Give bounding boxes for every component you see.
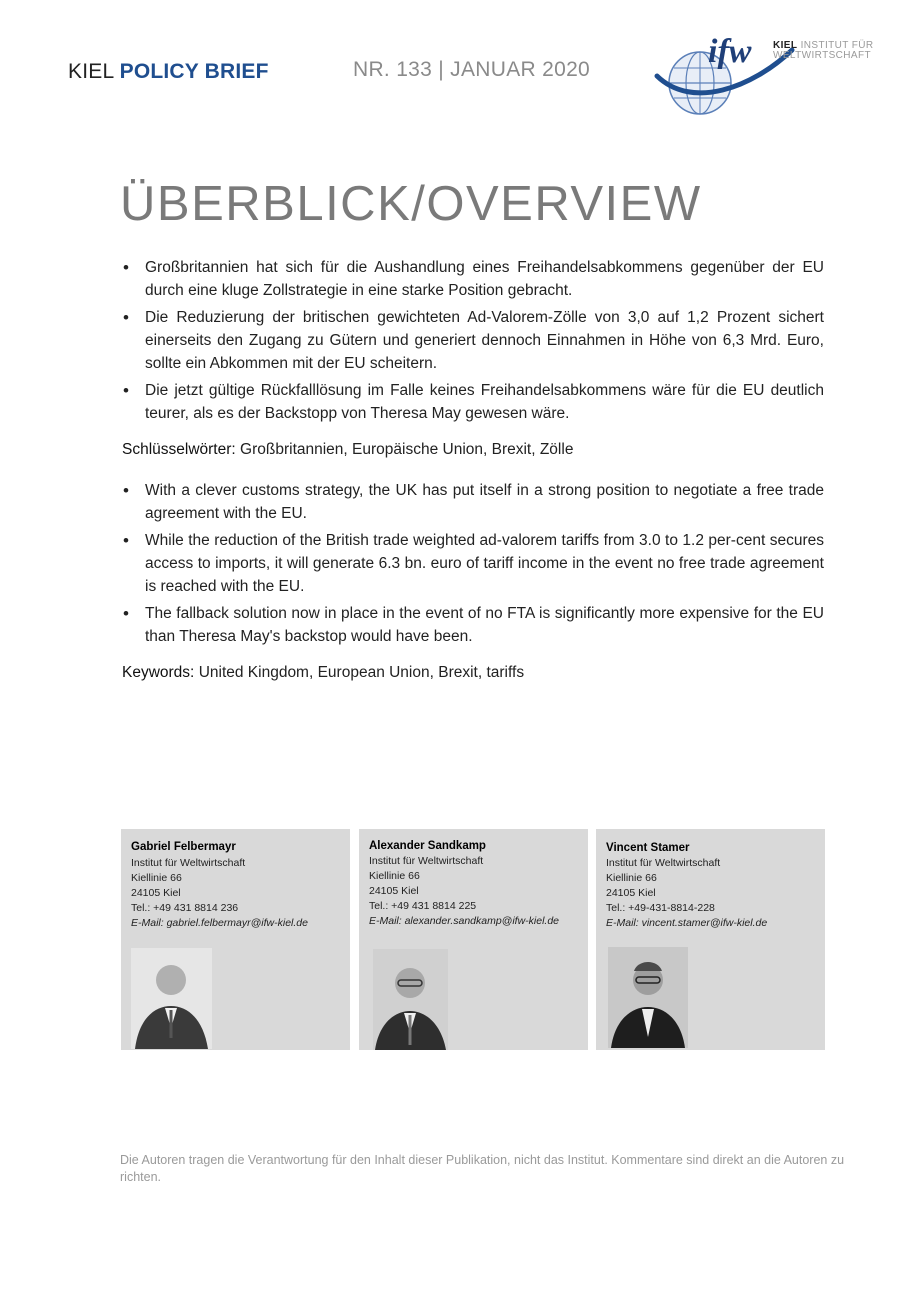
list-item: • Großbritannien hat sich für die Aushandlung eines Freihandelsabkommens gegenüber der EU durch eine kluge Zollstrategie in eine starke Position gebracht. bbox=[122, 256, 824, 302]
keywords-text: Großbritannien, Europäische Union, Brexit, Zölle bbox=[240, 441, 574, 458]
author-institute: Institut für Weltwirtschaft bbox=[369, 855, 484, 867]
author-name: Gabriel Felbermayr bbox=[131, 841, 236, 853]
author-institute: Institut für Weltwirtschaft bbox=[606, 857, 721, 869]
author-phone: Tel.: +49 431 8814 236 bbox=[131, 902, 239, 914]
author-phone: Tel.: +49 431 8814 225 bbox=[369, 900, 477, 912]
list-item: • Die Reduzierung der britischen gewichteten Ad-Valorem-Zölle von 3,0 auf 1,2 Prozent sichert einerseits den Zugang zu Gütern und generiert dennoch Einnahmen in Höhe von 6,3 Mrd. Euro, sollte ein Abkommen mit der EU scheitern. bbox=[122, 306, 824, 375]
author-institute: Institut für Weltwirtschaft bbox=[131, 857, 246, 869]
issue-number: NR. 133 | JANUAR 2020 bbox=[353, 58, 591, 81]
brand-title: POLICY BRIEF bbox=[119, 60, 269, 83]
list-item: • With a clever customs strategy, the UK has put itself in a strong position to negotiate a free trade agreement with the EU. bbox=[122, 479, 824, 525]
author-card-stamer bbox=[596, 829, 825, 1050]
series-brand bbox=[68, 60, 269, 84]
author-phone: Tel.: +49-431-8814-228 bbox=[606, 902, 715, 914]
author-street: Kiellinie 66 bbox=[606, 872, 657, 884]
logo-line2: WELTWIRTSCHAFT bbox=[773, 50, 872, 61]
person-photo-icon bbox=[608, 947, 688, 1048]
author-contact bbox=[131, 856, 308, 931]
page-title: ÜBERBLICK/OVERVIEW bbox=[120, 177, 702, 231]
logo-line1-bold: KIEL bbox=[773, 40, 798, 51]
author-email[interactable]: E-Mail: gabriel.felbermayr@ifw-kiel.de bbox=[131, 917, 308, 929]
author-city: 24105 Kiel bbox=[131, 887, 181, 899]
german-keywords bbox=[122, 439, 573, 461]
author-city: 24105 Kiel bbox=[369, 885, 419, 897]
person-photo-icon bbox=[373, 949, 448, 1050]
keywords-label: Keywords: bbox=[122, 664, 195, 681]
author-name: Alexander Sandkamp bbox=[369, 840, 486, 852]
logo-wordmark bbox=[773, 41, 874, 61]
author-email[interactable]: E-Mail: vincent.stamer@ifw-kiel.de bbox=[606, 917, 768, 929]
author-contact bbox=[369, 854, 559, 929]
disclaimer-footer: Die Autoren tragen die Verantwortung für den Inhalt dieser Publikation, nicht das Institut. Kommentare sind direkt an die Autoren zu richten. bbox=[120, 1153, 845, 1184]
author-street: Kiellinie 66 bbox=[369, 870, 420, 882]
english-summary-list bbox=[122, 479, 824, 652]
german-summary-list bbox=[122, 256, 824, 429]
list-item: • While the reduction of the British trade weighted ad-valorem tariffs from 3.0 to 1.2 per-cent secures access to imports, it will generate 6.3 bn. euro of tariff income in the event no free trade agreement is reached with the EU. bbox=[122, 529, 824, 598]
author-name: Vincent Stamer bbox=[606, 842, 690, 854]
author-city: 24105 Kiel bbox=[606, 887, 656, 899]
author-email[interactable]: E-Mail: alexander.sandkamp@ifw-kiel.de bbox=[369, 915, 560, 927]
list-item: • The fallback solution now in place in the event of no FTA is significantly more expensive for the EU than Theresa May's backstop would have been. bbox=[122, 602, 824, 648]
logo-line1-rest: INSTITUT FÜR bbox=[800, 40, 874, 51]
list-item: • Die jetzt gültige Rückfalllösung im Falle keines Freihandelsabkommens wäre für die EU deutlich teurer, als es der Backstopp von Theresa May gewesen wäre. bbox=[122, 379, 824, 425]
author-contact bbox=[606, 856, 767, 931]
author-photo bbox=[131, 948, 212, 1049]
logo-mark: ifw bbox=[708, 33, 752, 70]
author-photo bbox=[608, 947, 688, 1048]
english-keywords bbox=[122, 662, 524, 684]
author-card-sandkamp bbox=[359, 829, 588, 1050]
author-card-felbermayr bbox=[121, 829, 350, 1050]
keywords-label: Schlüsselwörter: bbox=[122, 441, 236, 458]
keywords-text: United Kingdom, European Union, Brexit, tariffs bbox=[198, 664, 525, 681]
author-street: Kiellinie 66 bbox=[131, 872, 182, 884]
author-photo bbox=[373, 949, 448, 1050]
brand-prefix: KIEL bbox=[68, 60, 114, 83]
person-photo-icon bbox=[131, 948, 212, 1049]
